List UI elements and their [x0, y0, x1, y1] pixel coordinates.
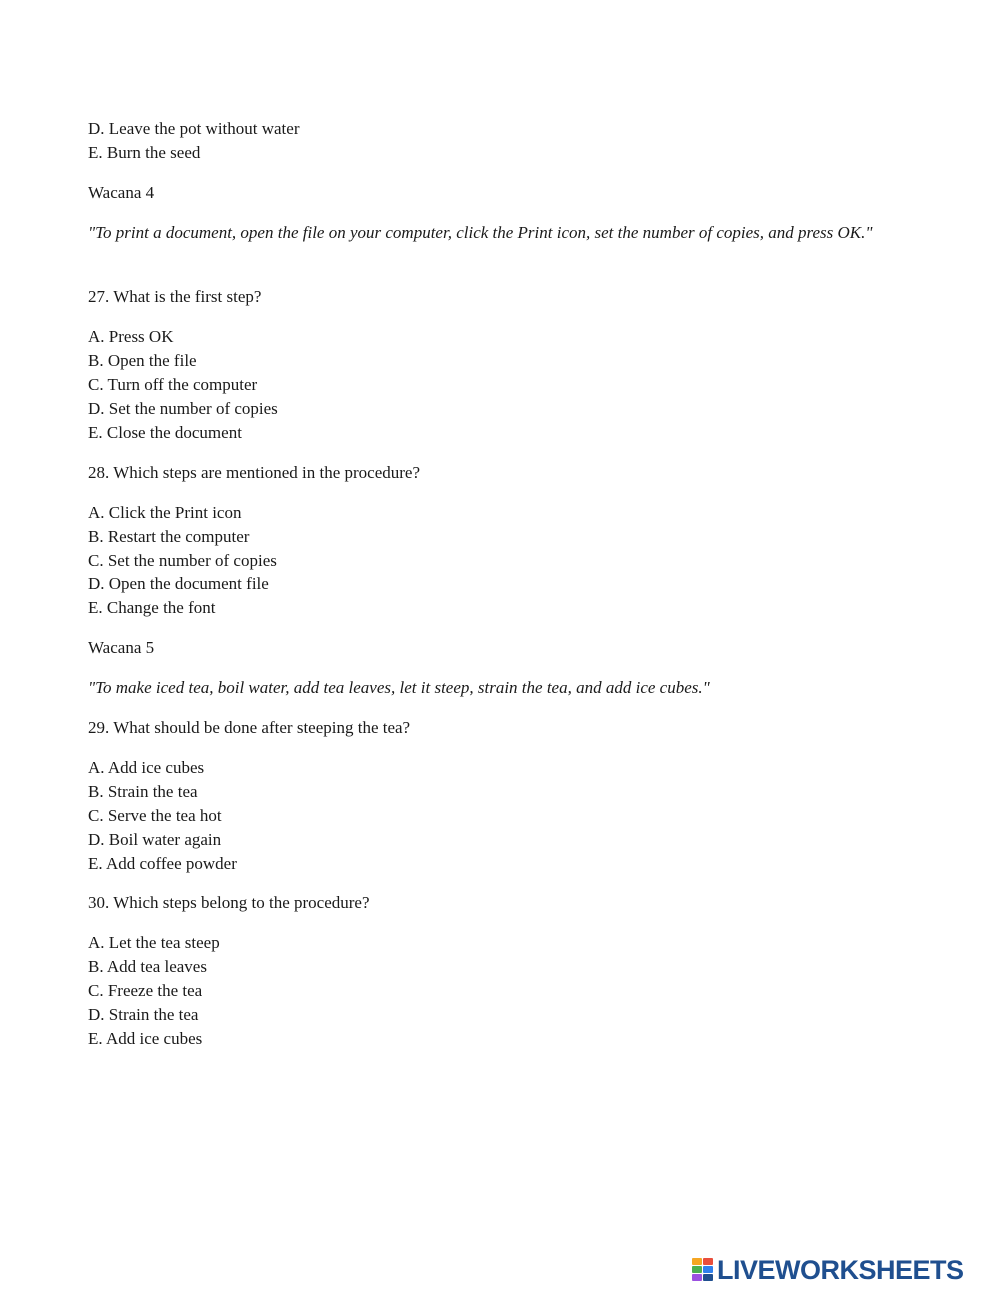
- q27-option-e: E. Close the document: [88, 423, 242, 442]
- question-29: 29. What should be done after steeping the tea?: [88, 718, 411, 737]
- question-27: 27. What is the first step?: [88, 287, 262, 306]
- option-e-carryover: E. Burn the seed: [88, 143, 201, 162]
- q30-option-b: B. Add tea leaves: [88, 957, 207, 976]
- q30-option-e: E. Add ice cubes: [88, 1029, 203, 1048]
- section-label-wacana-5: Wacana 5: [88, 638, 155, 657]
- q28-option-c: C. Set the number of copies: [88, 551, 277, 570]
- liveworksheets-logo[interactable]: [692, 1256, 964, 1284]
- passage-wacana-4: "To print a document, open the file on your computer, click the Print icon, set the number of copies, and press OK.": [88, 223, 873, 242]
- option-d-carryover: D. Leave the pot without water: [88, 119, 300, 138]
- q29-option-a: A. Add ice cubes: [88, 758, 205, 777]
- q29-option-d: D. Boil water again: [88, 830, 222, 849]
- q28-option-d: D. Open the document file: [88, 574, 269, 593]
- q30-option-d: D. Strain the tea: [88, 1005, 199, 1024]
- q27-option-c: C. Turn off the computer: [88, 375, 258, 394]
- q28-option-e: E. Change the font: [88, 598, 216, 617]
- q30-option-c: C. Freeze the tea: [88, 981, 203, 1000]
- q30-option-a: A. Let the tea steep: [88, 933, 220, 952]
- q28-option-a: A. Click the Print icon: [88, 503, 242, 522]
- liveworksheets-logo-text: LIVEWORKSHEETS: [717, 1254, 964, 1285]
- question-28: 28. Which steps are mentioned in the procedure?: [88, 463, 421, 482]
- q29-option-b: B. Strain the tea: [88, 782, 198, 801]
- q29-option-e: E. Add coffee powder: [88, 854, 237, 873]
- question-30: 30. Which steps belong to the procedure?: [88, 893, 370, 912]
- q27-option-a: A. Press OK: [88, 327, 174, 346]
- passage-wacana-5: "To make iced tea, boil water, add tea leaves, let it steep, strain the tea, and add ice cubes.": [88, 678, 710, 697]
- q29-option-c: C. Serve the tea hot: [88, 806, 222, 825]
- q28-option-b: B. Restart the computer: [88, 527, 250, 546]
- section-label-wacana-4: Wacana 4: [88, 183, 155, 202]
- liveworksheets-logo-icon: [692, 1258, 714, 1282]
- q27-option-d: D. Set the number of copies: [88, 399, 278, 418]
- worksheet-page: [88, 0, 918, 1294]
- q27-option-b: B. Open the file: [88, 351, 197, 370]
